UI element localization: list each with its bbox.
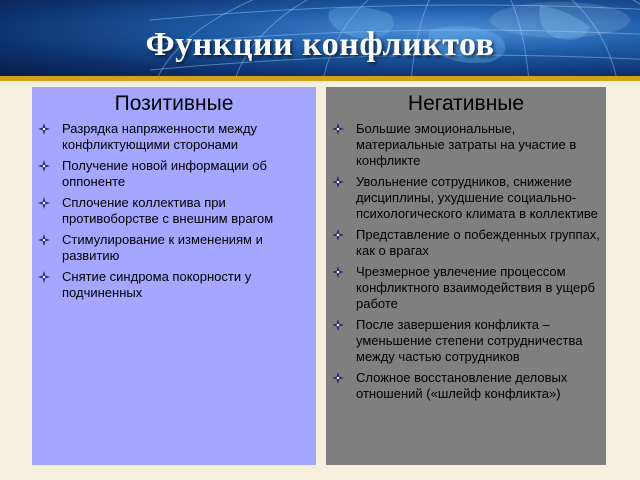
diamond-bullet-icon [38, 160, 50, 172]
list-item [38, 232, 310, 264]
list-item [38, 121, 310, 153]
positive-list [38, 121, 310, 301]
list-item [38, 158, 310, 190]
list-item-text: Представление о побежденных группах, как о врагах [356, 227, 600, 258]
list-item-text: Сплочение коллектива при противоборстве с внешним врагом [62, 195, 274, 226]
negative-list [332, 121, 600, 402]
list-item-text: После завершения конфликта – уменьшение степени сотрудничества между частью сотрудников [356, 317, 583, 364]
list-item-text: Увольнение сотрудников, снижение дисциплины, ухудшение социально-психологического климата в коллективе [356, 174, 598, 221]
list-item-text: Получение новой информации об оппоненте [62, 158, 267, 189]
diamond-bullet-icon [332, 176, 344, 188]
list-item-text: Сложное восстановление деловых отношений («шлейф конфликта») [356, 370, 568, 401]
diamond-bullet-icon [332, 229, 344, 241]
list-item [332, 264, 600, 312]
list-item [332, 317, 600, 365]
diamond-bullet-icon [38, 234, 50, 246]
header-banner [0, 0, 640, 76]
list-item [332, 227, 600, 259]
negative-heading: Негативные [407, 92, 525, 115]
title-underline [0, 76, 640, 81]
slide-title: Функции конфликтов [145, 26, 495, 63]
list-item [38, 195, 310, 227]
list-item [332, 370, 600, 402]
diamond-bullet-icon [38, 197, 50, 209]
diamond-bullet-icon [332, 319, 344, 331]
list-item-text: Разрядка напряженности между конфликтующими сторонами [62, 121, 258, 152]
diamond-bullet-icon [332, 372, 344, 384]
diamond-bullet-icon [38, 123, 50, 135]
list-item-text: Большие эмоциональные, материальные затраты на участие в конфликте [356, 121, 577, 168]
list-item-text: Снятие синдрома покорности у подчиненных [62, 269, 252, 300]
diamond-bullet-icon [38, 271, 50, 283]
list-item-text: Стимулирование к изменениям и развитию [62, 232, 263, 263]
negative-functions-panel [326, 87, 606, 465]
positive-heading: Позитивные [114, 92, 234, 115]
list-item [38, 269, 310, 301]
diamond-bullet-icon [332, 266, 344, 278]
positive-functions-panel [32, 87, 316, 465]
list-item [332, 174, 600, 222]
list-item [332, 121, 600, 169]
diamond-bullet-icon [332, 123, 344, 135]
list-item-text: Чрезмерное увлечение процессом конфликтного взаимодействия в ущерб работе [356, 264, 595, 311]
